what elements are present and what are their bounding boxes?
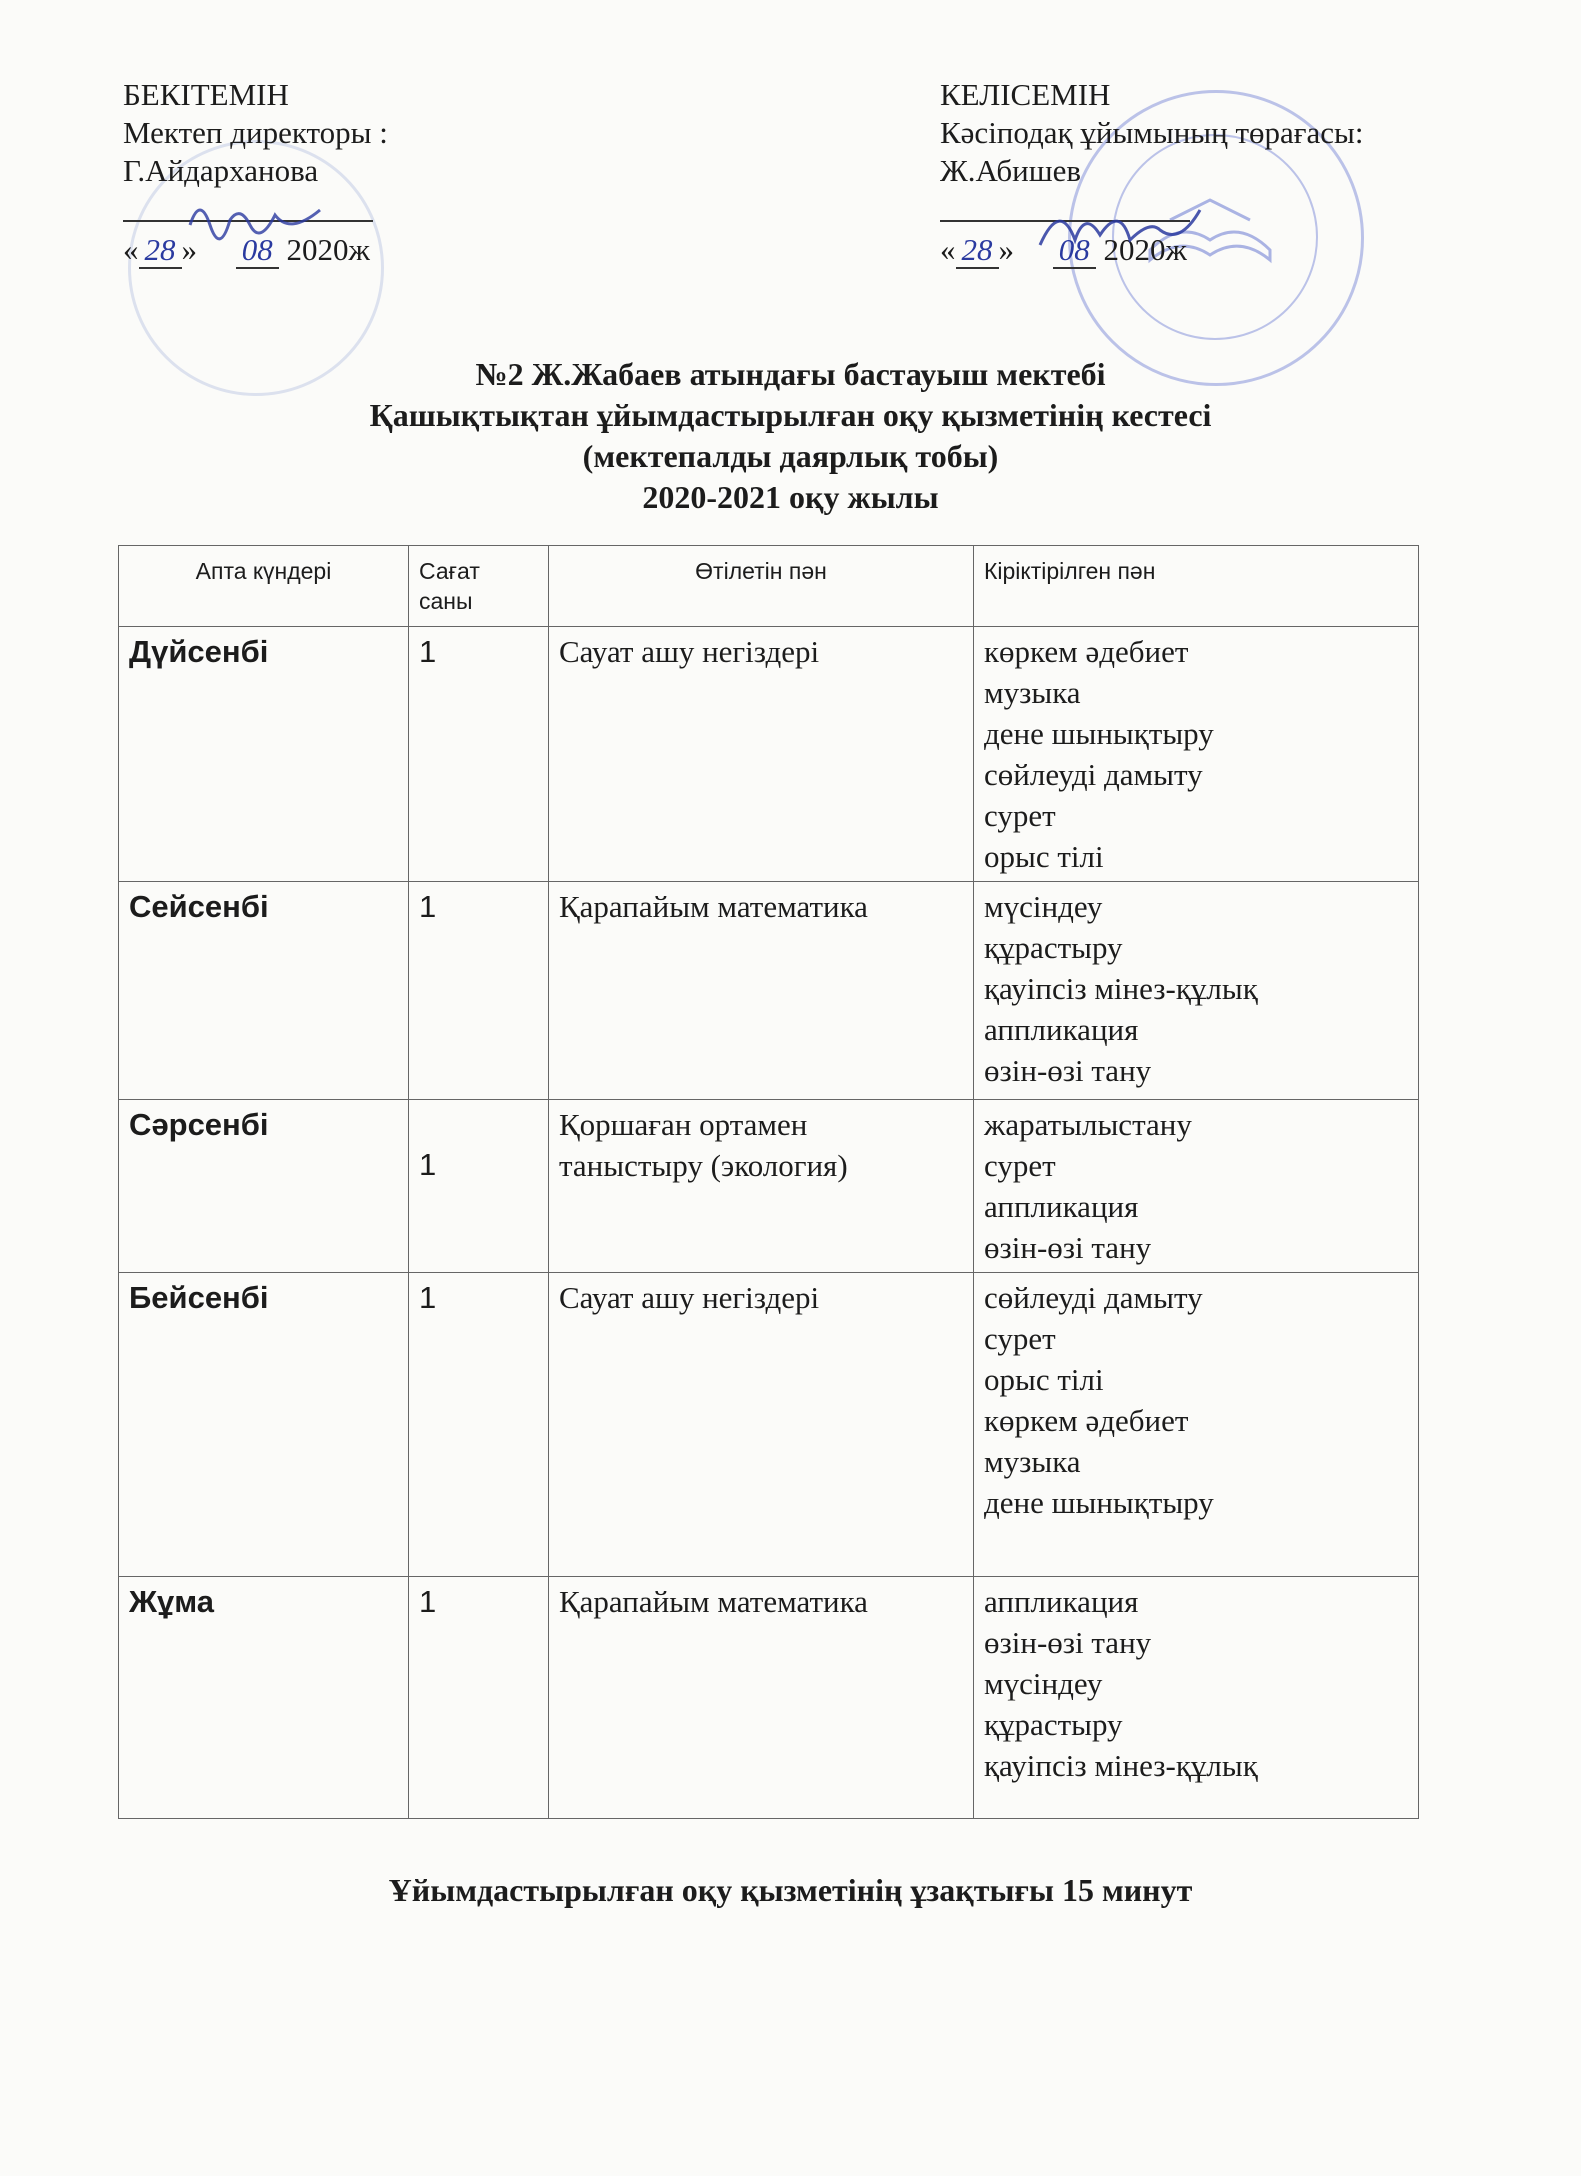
- cell-subject: [549, 882, 974, 1100]
- approval-title: БЕКІТЕМІН: [123, 77, 289, 112]
- cell-day: Жұма: [119, 1577, 409, 1819]
- integrated-subject: өзін-өзі тану: [984, 1625, 1152, 1660]
- integrated-subject: дене шынықтыру: [984, 716, 1214, 751]
- table-row: [119, 627, 1419, 882]
- table-row: [119, 1273, 1419, 1577]
- integrated-subject: орыс тілі: [984, 1362, 1104, 1397]
- date-month: 08: [1053, 232, 1096, 269]
- integrated-subject: көркем әдебиет: [984, 634, 1189, 669]
- date-year: 2020ж: [1103, 232, 1187, 267]
- lesson-duration-note: Ұйымдастырылған оқу қызметінің ұзақтығы 15 минут: [388, 1872, 1193, 1908]
- group-name: (мектепалды даярлық тобы): [582, 438, 999, 474]
- integrated-subject: музыка: [984, 675, 1081, 710]
- integrated-subject: мүсіндеу: [984, 889, 1103, 924]
- approval-name: Г.Айдарханова: [123, 153, 319, 188]
- integrated-subject: аппликация: [984, 1189, 1139, 1224]
- approval-date: « 28 » 08 2020ж: [123, 232, 370, 267]
- integrated-subject: мүсіндеу: [984, 1666, 1103, 1701]
- integrated-subject: сурет: [984, 798, 1056, 833]
- schedule-title: Қашықтықтан ұйымдастырылған оқу қызметінің кестесі: [369, 397, 1212, 433]
- cell-integrated: [974, 1577, 1419, 1819]
- cell-integrated: [974, 1100, 1419, 1273]
- cell-day: Бейсенбі: [119, 1273, 409, 1577]
- integrated-subject: сөйлеуді дамыту: [984, 1280, 1203, 1315]
- cell-subject: [549, 627, 974, 882]
- integrated-subject: сөйлеуді дамыту: [984, 757, 1203, 792]
- director-signature: [180, 185, 330, 255]
- integrated-subject: сурет: [984, 1321, 1056, 1356]
- header-hours: Сағат саны: [409, 546, 549, 627]
- integrated-subject: сурет: [984, 1148, 1056, 1183]
- integrated-subject: құрастыру: [984, 930, 1123, 965]
- approval-name: Ж.Абишев: [940, 153, 1081, 188]
- integrated-subject: музыка: [984, 1444, 1081, 1479]
- table-row: [119, 1100, 1419, 1273]
- integrated-subject: орыс тілі: [984, 839, 1104, 874]
- subject-line: Сауат ашу негіздері: [559, 634, 820, 669]
- cell-hours: 1: [409, 627, 549, 882]
- cell-day: Сейсенбі: [119, 882, 409, 1100]
- date-month: 08: [236, 232, 279, 269]
- cell-day: Сәрсенбі: [119, 1100, 409, 1273]
- subject-line: Сауат ашу негіздері: [559, 1280, 820, 1315]
- date-day: 28: [956, 232, 999, 269]
- date-day: 28: [139, 232, 182, 269]
- union-signature: [1030, 190, 1210, 270]
- cell-hours: 1: [409, 1100, 549, 1273]
- approval-title: КЕЛІСЕМІН: [940, 77, 1111, 112]
- cell-hours: 1: [409, 882, 549, 1100]
- document-heading: [0, 354, 1581, 518]
- cell-hours: 1: [409, 1577, 549, 1819]
- cell-hours: 1: [409, 1273, 549, 1577]
- cell-subject: [549, 1273, 974, 1577]
- integrated-subject: құрастыру: [984, 1707, 1123, 1742]
- header-subject: Өтілетін пән: [549, 546, 974, 627]
- integrated-subject: жаратылыстану: [984, 1107, 1192, 1142]
- integrated-subject: дене шынықтыру: [984, 1485, 1214, 1520]
- integrated-subject: аппликация: [984, 1012, 1139, 1047]
- integrated-subject: өзін-өзі тану: [984, 1230, 1152, 1265]
- subject-line: Қоршаған ортамен: [559, 1107, 808, 1142]
- academic-year: 2020-2021 оқу жылы: [642, 479, 939, 515]
- integrated-subject: қауіпсіз мінез-құлық: [984, 1748, 1258, 1783]
- table-header-row: [119, 546, 1419, 627]
- integrated-subject: аппликация: [984, 1584, 1139, 1619]
- approval-position: Мектеп директоры :: [123, 115, 388, 150]
- school-name: №2 Ж.Жабаев атындағы бастауыш мектебі: [475, 356, 1106, 392]
- integrated-subject: көркем әдебиет: [984, 1403, 1189, 1438]
- integrated-subject: өзін-өзі тану: [984, 1053, 1152, 1088]
- cell-integrated: [974, 627, 1419, 882]
- header-day: Апта күндері: [119, 546, 409, 627]
- cell-day: Дүйсенбі: [119, 627, 409, 882]
- table-row: [119, 1577, 1419, 1819]
- subject-line: Қарапайым математика: [559, 889, 868, 924]
- date-year: 2020ж: [286, 232, 370, 267]
- cell-subject: [549, 1577, 974, 1819]
- approval-date: « 28 » 08 2020ж: [940, 232, 1187, 267]
- cell-subject: [549, 1100, 974, 1273]
- table-row: [119, 882, 1419, 1100]
- cell-integrated: [974, 1273, 1419, 1577]
- subject-line: таныстыру (экология): [559, 1148, 848, 1183]
- approval-position: Кәсіподақ ұйымының төрағасы:: [940, 115, 1364, 150]
- integrated-subject: қауіпсіз мінез-құлық: [984, 971, 1258, 1006]
- subject-line: Қарапайым математика: [559, 1584, 868, 1619]
- cell-integrated: [974, 882, 1419, 1100]
- schedule-table: [118, 545, 1419, 1819]
- header-integrated: Кіріктірілген пән: [974, 546, 1419, 627]
